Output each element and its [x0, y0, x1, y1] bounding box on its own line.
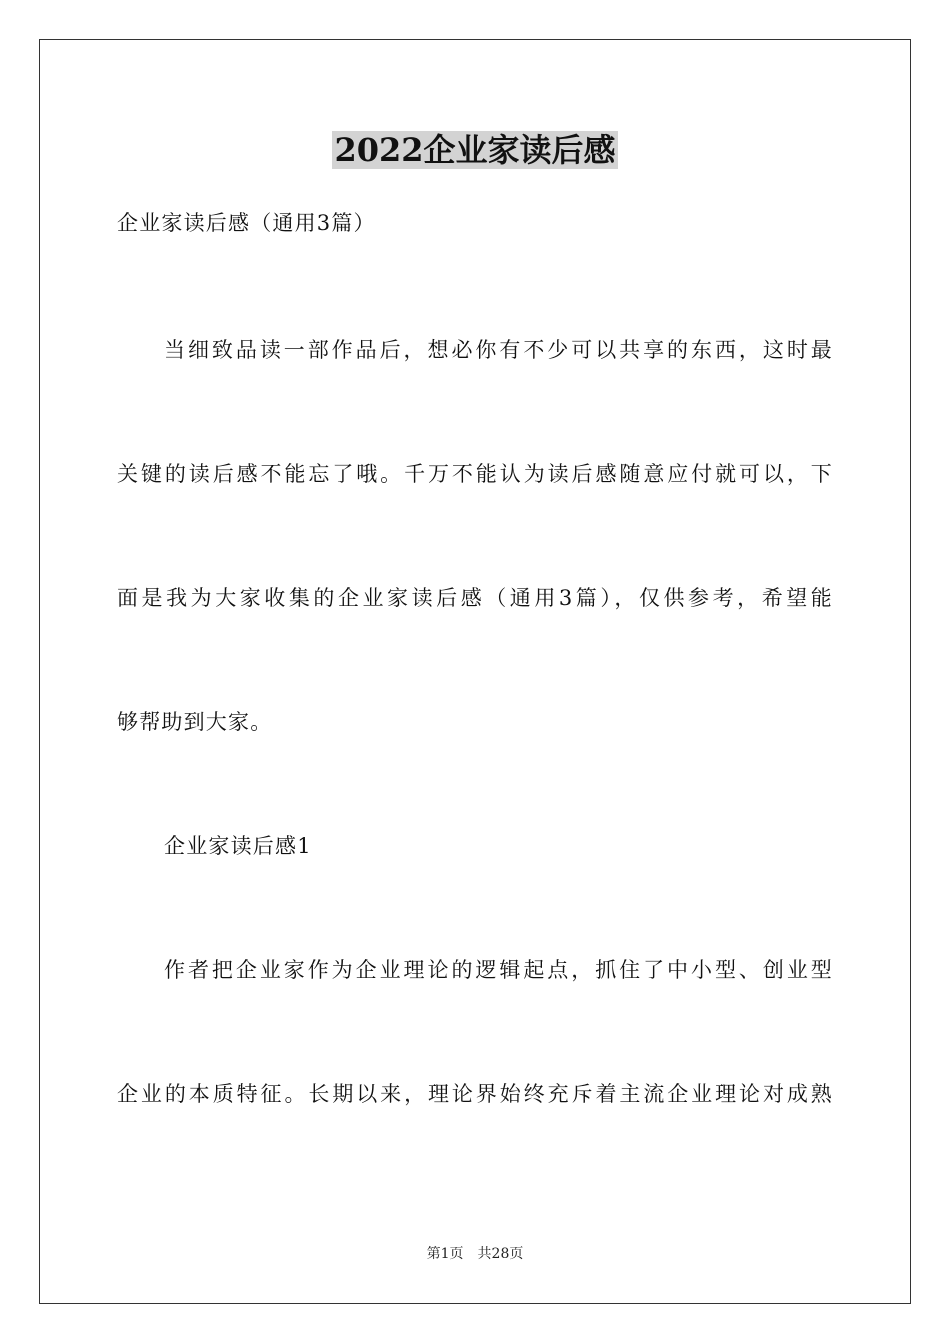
page-total: 共28页 [477, 1246, 524, 1262]
document-title [0, 126, 950, 174]
document-title-text: 2022企业家读后感 [334, 131, 616, 169]
section-heading: 企业家读后感1 [164, 834, 312, 858]
paragraph-line: 关键的读后感不能忘了哦。千万不能认为读后感随意应付就可以，下 [117, 462, 833, 486]
paragraph-line: 企业的本质特征。长期以来，理论界始终充斥着主流企业理论对成熟 [117, 1082, 833, 1106]
document-subtitle: 企业家读后感（通用3篇） [117, 211, 376, 235]
paragraph-line: 当细致品读一部作品后，想必你有不少可以共享的东西，这时最 [164, 338, 833, 362]
paragraph-line: 作者把企业家作为企业理论的逻辑起点，抓住了中小型、创业型 [164, 958, 833, 982]
paragraph-line: 面是我为大家收集的企业家读后感（通用3篇），仅供参考，希望能 [117, 586, 833, 610]
paragraph-line: 够帮助到大家。 [117, 710, 273, 734]
page-number: 第1页 [426, 1246, 464, 1262]
page-footer [0, 1244, 950, 1264]
